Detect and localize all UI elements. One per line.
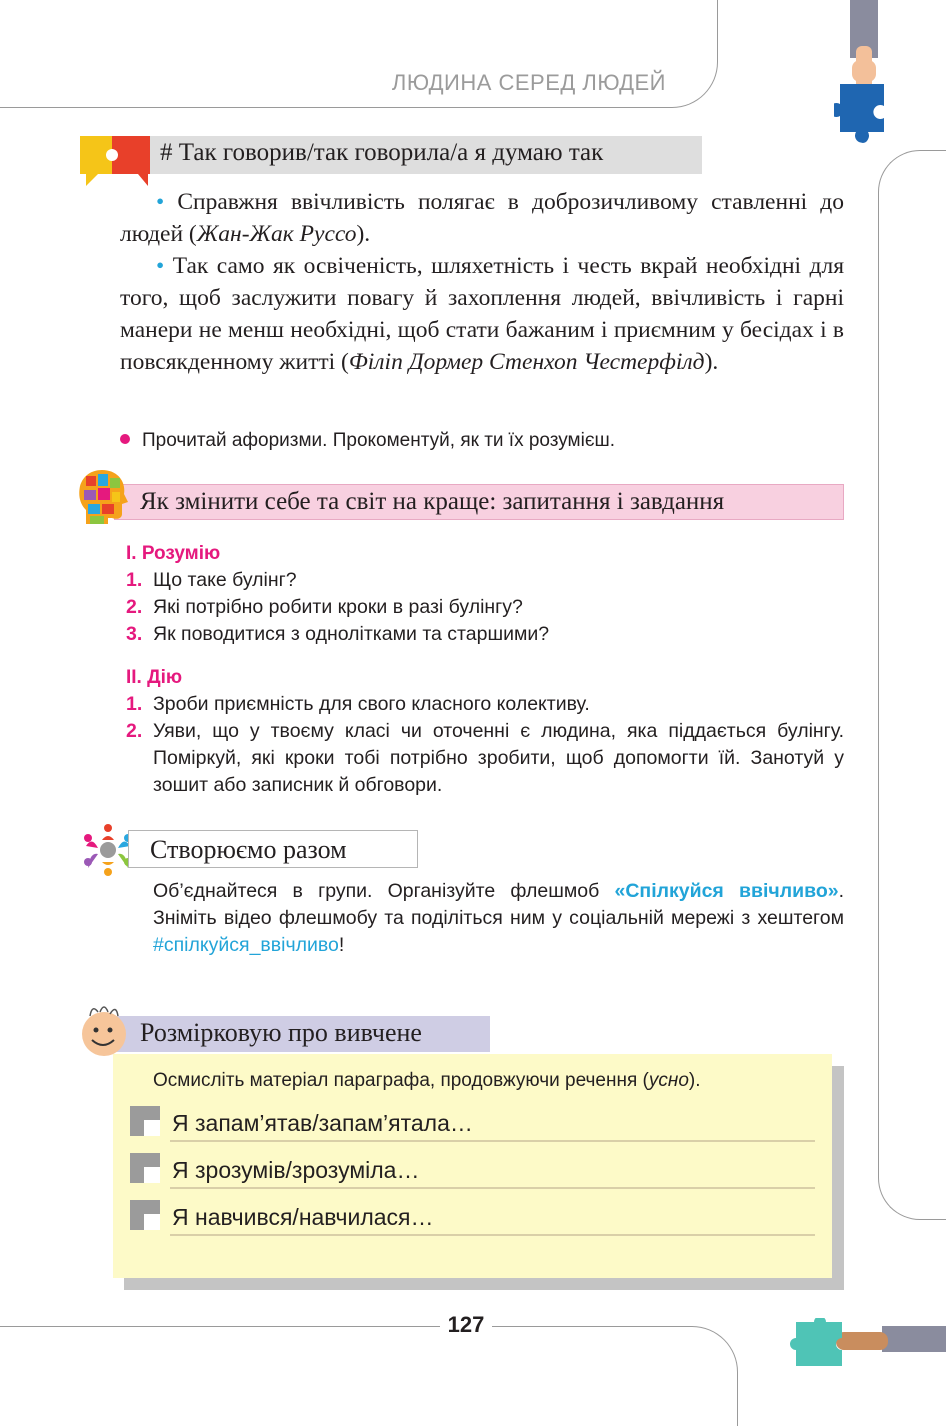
heading-quotes: # Так говорив/так говорила/а я думаю так — [160, 139, 604, 166]
smiley-face-icon — [78, 1002, 132, 1058]
quote-1: • Справжня ввічливість полягає в доброзичливому ставленні до людей (Жан-Жак Руссо). — [120, 189, 844, 247]
create-text: Об’єднайтеся в групи. Організуйте флешмоб «Спілкуйся ввічливо». Зніміть відео флешмобу та поділіться ним у соціальній мережі з хештегом #спілкуйся_ввічливо! — [153, 880, 844, 956]
heading-questions: Як змінити себе та світ на краще: запитання і завдання — [140, 488, 725, 515]
head-mosaic-icon — [78, 468, 128, 524]
quote-1-author: Жан-Жак Руссо — [196, 221, 357, 247]
list-item: 2. Які потрібно робити кроки в разі булінгу? — [126, 596, 523, 618]
sentence-row: Я запам’ятав/запам’ятала… — [130, 1106, 815, 1146]
list-item: 3. Як поводитися з однолітками та старшими? — [126, 623, 550, 645]
puzzle-hand-bottom-icon — [782, 1318, 946, 1370]
quote-2: • Так само як освіченість, шляхетність і честь вкрай необхідні для того, щоб заслужити повагу й захоплення людей, ввічливість і гарні манери не менш необхідні, щоб стати бажаним і приємним у бесідах і в повсякденному житті (Філіп Дормер Стенхоп Честерфілд). — [120, 253, 845, 375]
sentence-row: Я зрозумів/зрозуміла… — [130, 1153, 815, 1193]
list-item: 2. Уяви, що у твоєму класі чи оточенні є людина, яка піддається булінгу. Поміркуй, які кроки тобі потрібно зробити, щоб допомогти їй. Занотуй у зошит або записник й обговори. — [126, 720, 844, 796]
bottom-frame-left — [0, 1326, 440, 1327]
part-1 — [126, 540, 844, 648]
quote-2-author: Філіп Дормер Стенхоп Честерфілд — [348, 349, 705, 375]
list-item: 1. Що таке булінг? — [126, 569, 297, 591]
list-item: 1. Зроби приємність для свого класного колективу. — [126, 693, 590, 715]
task-instruction: Прочитай афоризми. Прокоментуй, як ти їх розумієш. — [120, 430, 615, 452]
heading-create: Створюємо разом — [150, 835, 347, 864]
puzzle-hand-icon — [834, 0, 894, 146]
part-2 — [126, 664, 844, 799]
sentence-row: Я навчився/навчилася… — [130, 1200, 815, 1240]
bullet-icon — [120, 434, 130, 444]
reflect-intro: Осмисліть матеріал параграфа, продовжуючи речення (усно). — [153, 1070, 701, 1091]
flashmob-name: «Спілкуйся ввічливо» — [614, 880, 839, 902]
hashtag: #спілкуйся_ввічливо — [153, 934, 339, 956]
part-2-title: II. Дію — [126, 667, 183, 688]
heading-reflect: Розмірковую про вивчене — [140, 1018, 422, 1047]
page-number: 127 — [447, 1312, 485, 1337]
square-bullet-icon — [130, 1153, 160, 1183]
part-1-title: I. Розумію — [126, 543, 221, 564]
bottom-frame-right — [492, 1326, 738, 1426]
square-bullet-icon — [130, 1106, 160, 1136]
right-frame — [878, 150, 946, 1220]
running-head: ЛЮДИНА СЕРЕД ЛЮДЕЙ — [391, 70, 666, 95]
square-bullet-icon — [130, 1200, 160, 1230]
speech-bubbles-icon — [80, 136, 152, 186]
